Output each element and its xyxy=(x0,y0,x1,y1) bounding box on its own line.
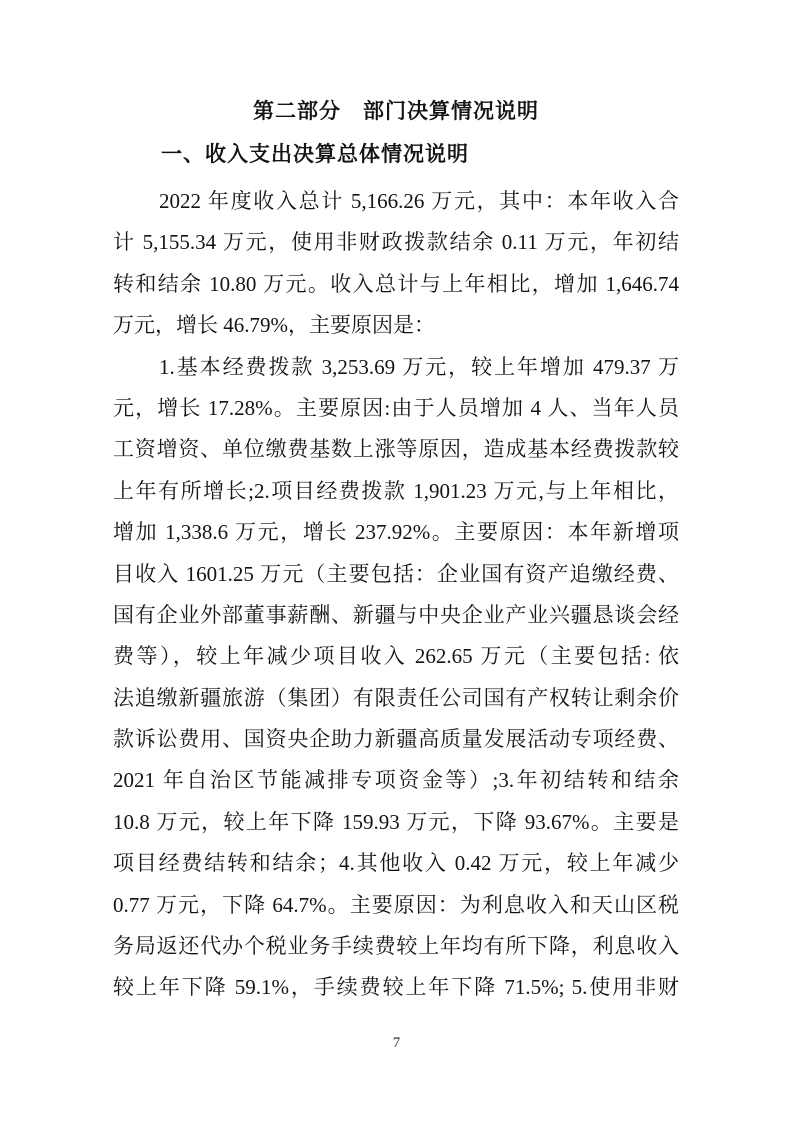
text-line: 目收入 1601.25 万元（主要包括：企业国有资产追缴经费、 xyxy=(113,561,679,586)
text-line: 转和结余 10.80 万元。收入总计与上年相比，增加 1,646.74 xyxy=(113,271,679,296)
text-line: 万元，增长 46.79%，主要原因是： xyxy=(113,313,435,338)
text-line: 10.8 万元，较上年下降 159.93 万元，下降 93.67%。主要是 xyxy=(113,809,679,834)
text-line: 法追缴新疆旅游（集团）有限责任公司国有产权转让剩余价 xyxy=(113,685,679,710)
text-line: 计 5,155.34 万元，使用非财政拨款结余 0.11 万元，年初结 xyxy=(113,230,679,255)
text-line: 2022 年度收入总计 5,166.26 万元，其中：本年收入合 xyxy=(159,189,679,213)
text-line: 费等），较上年减少项目收入 262.65 万元（主要包括: 依 xyxy=(113,644,679,669)
text-line: 务局返还代办个税业务手续费较上年均有所下降，利息收入 xyxy=(113,934,679,959)
text-line: 较上年下降 59.1%，手续费较上年下降 71.5%; 5.使用非财 xyxy=(113,975,679,1000)
text-line: 款诉讼费用、国资央企助力新疆高质量发展活动专项经费、 xyxy=(113,727,679,752)
text-line: 1.基本经费拨款 3,253.69 万元，较上年增加 479.37 万 xyxy=(159,354,679,379)
text-line: 0.77 万元，下降 64.7%。主要原因：为利息收入和天山区税 xyxy=(113,892,679,917)
body-text xyxy=(113,181,679,1009)
text-line: 元，增长 17.28%。主要原因:由于人员增加 4 人、当年人员 xyxy=(113,395,679,420)
text-line: 上年有所增长;2.项目经费拨款 1,901.23 万元,与上年相比， xyxy=(113,478,679,503)
page-number: 7 xyxy=(392,1035,401,1051)
text-line: 增加 1,338.6 万元，增长 237.92%。主要原因：本年新增项 xyxy=(113,520,679,545)
text-line: 工资增资、单位缴费基数上涨等原因，造成基本经费拨款较 xyxy=(113,437,679,462)
document-title: 第二部分 部门决算情况说明 xyxy=(253,100,539,123)
text-line: 项目经费结转和结余；4.其他收入 0.42 万元，较上年减少 xyxy=(113,851,679,876)
text-line: 国有企业外部董事薪酬、新疆与中央企业产业兴疆恳谈会经 xyxy=(113,602,679,627)
section-heading: 一、收入支出决算总体情况说明 xyxy=(161,143,469,166)
text-line: 2021 年自治区节能减排专项资金等）;3.年初结转和结余 xyxy=(113,768,679,793)
